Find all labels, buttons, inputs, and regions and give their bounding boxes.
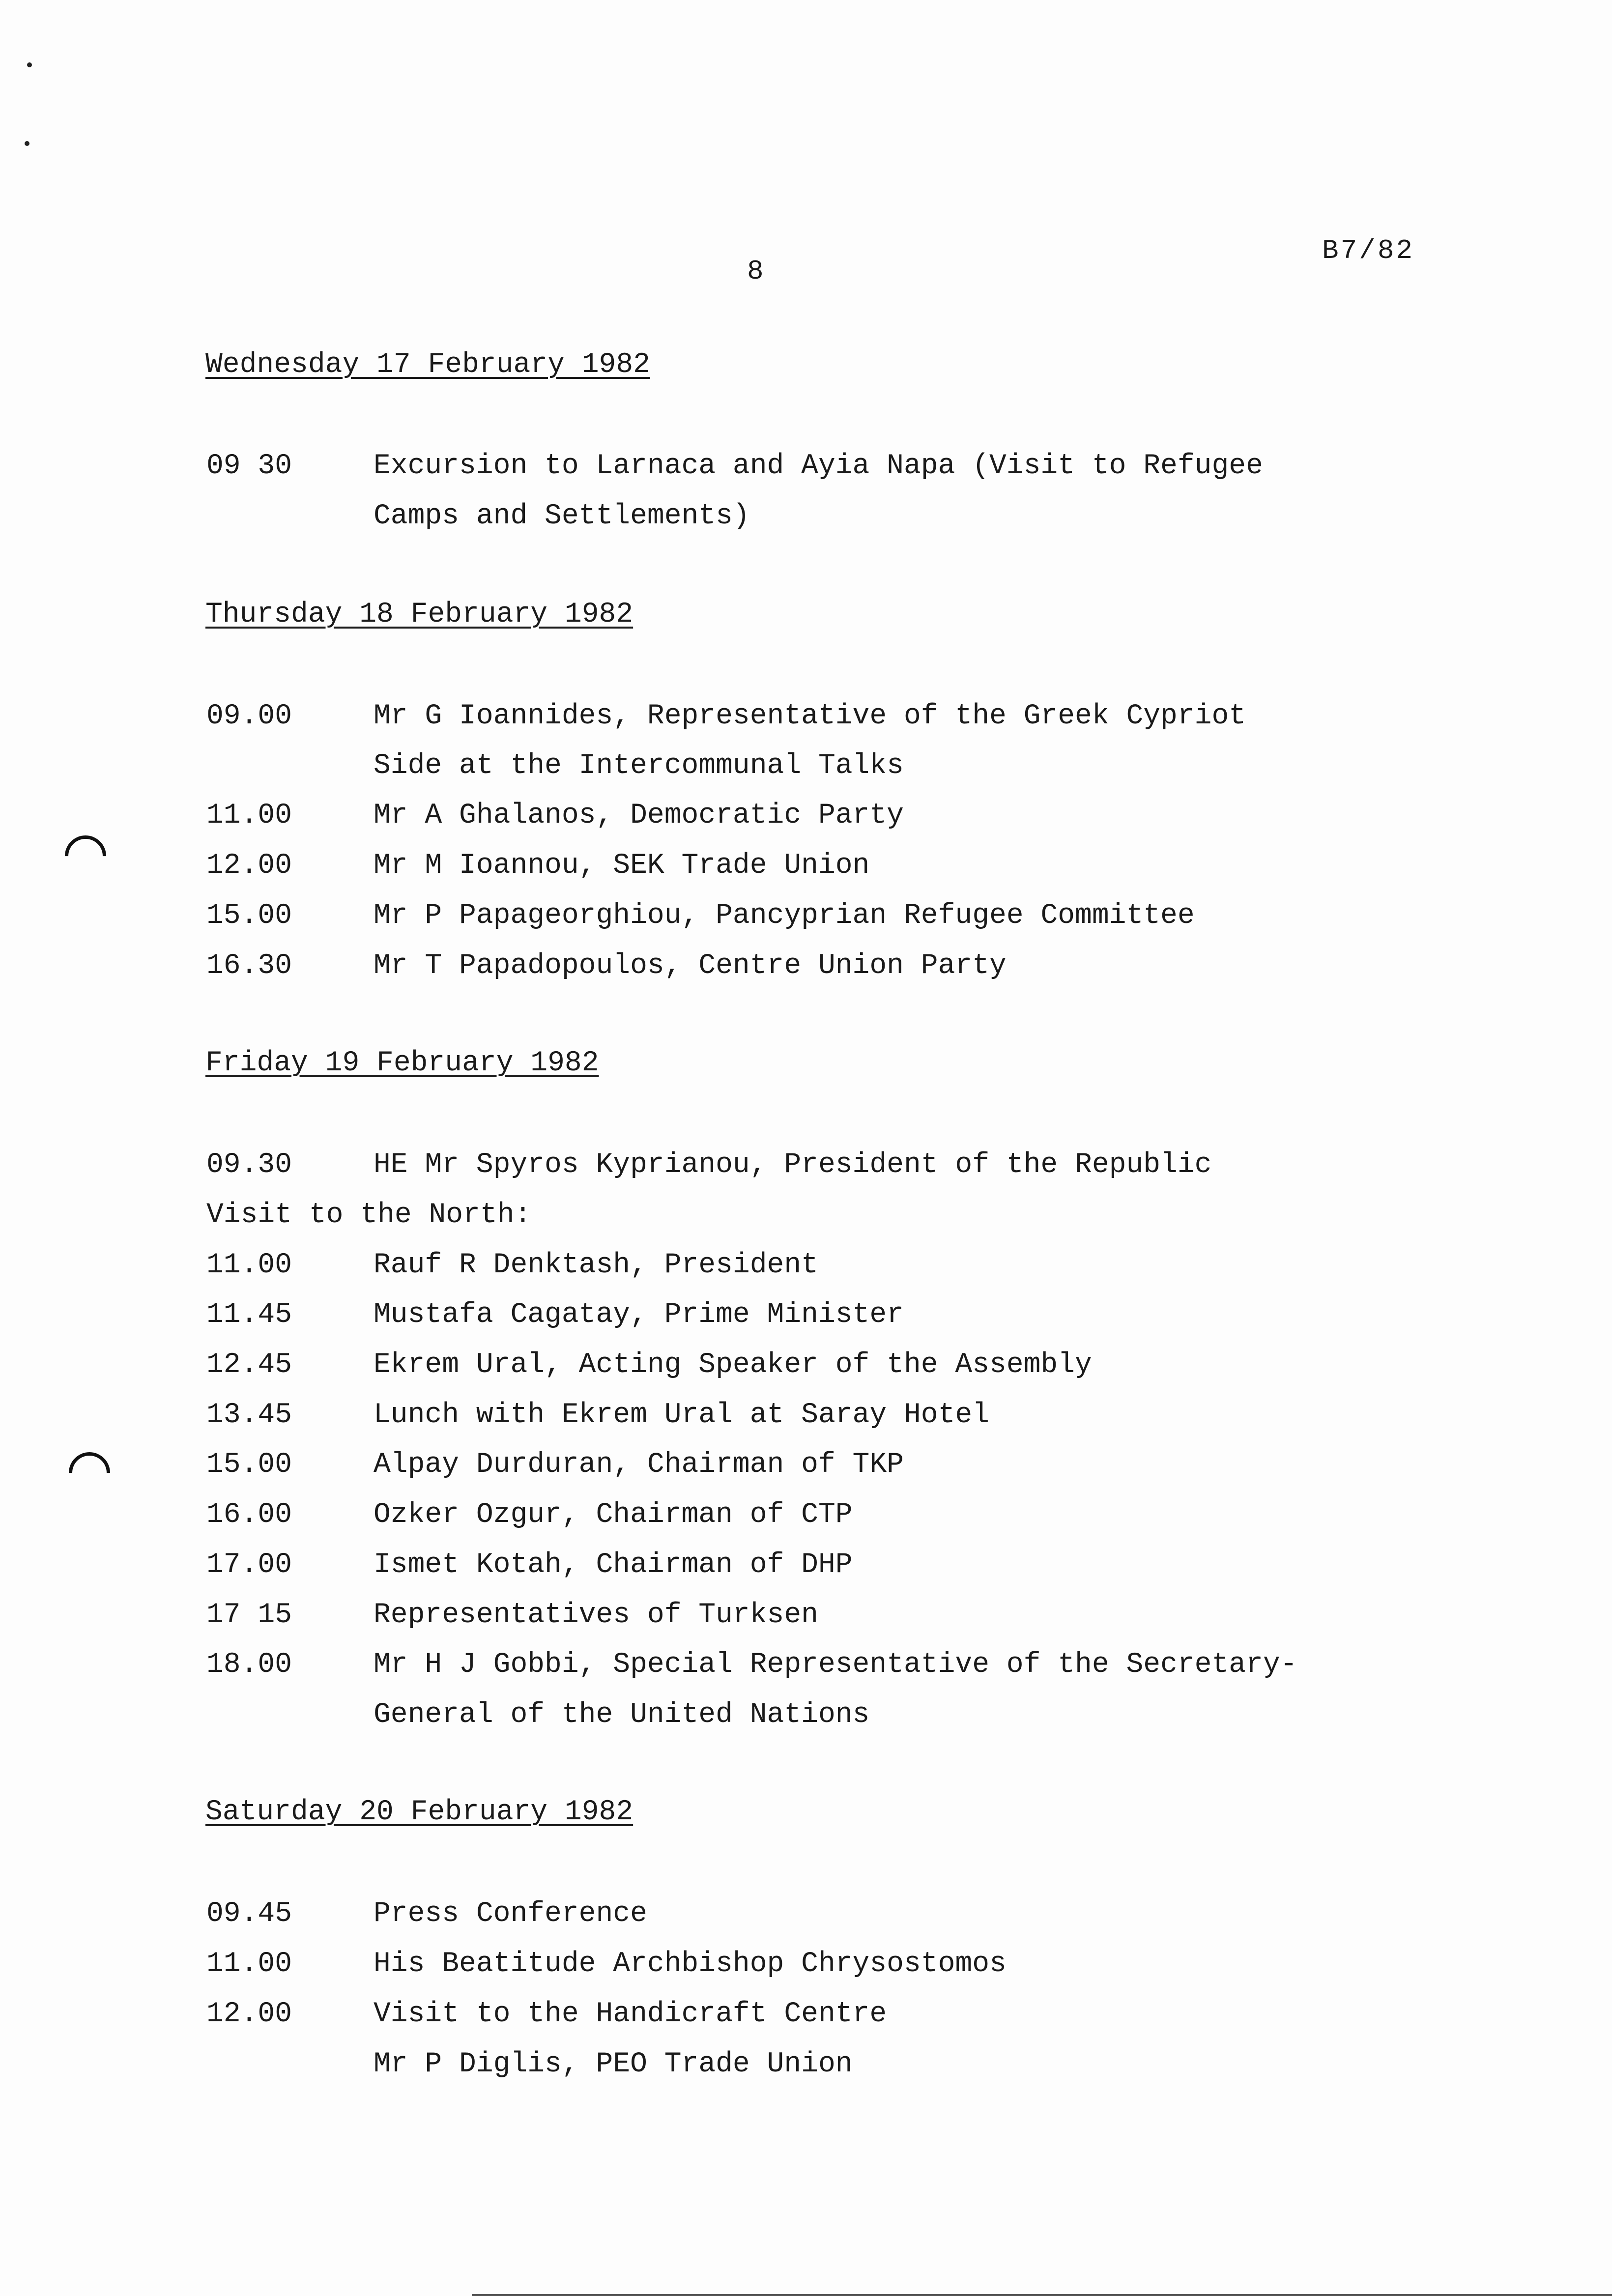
entry-time: 16.00 xyxy=(206,1499,292,1531)
entry-time: 13.45 xyxy=(206,1399,292,1431)
punch-hole-mark xyxy=(57,827,115,886)
entry-time: 15.00 xyxy=(206,1449,292,1481)
entry-time: 09 30 xyxy=(206,450,292,482)
entry-text: Rauf R Denktash, President xyxy=(374,1249,818,1281)
entry-text: Representatives of Turksen xyxy=(374,1599,818,1631)
entry-time: 17 15 xyxy=(206,1599,292,1631)
entry-time: 16.30 xyxy=(206,950,292,982)
section-heading-friday: Friday 19 February 1982 xyxy=(205,1047,599,1079)
entry-text: Camps and Settlements) xyxy=(374,500,750,532)
entry-time: 09.30 xyxy=(206,1149,292,1181)
entry-time: 11.00 xyxy=(206,1948,292,1980)
section-heading-thursday: Thursday 18 February 1982 xyxy=(205,599,633,631)
entry-text: Mr P Papageorghiou, Pancyprian Refugee Committee xyxy=(374,900,1195,932)
bottom-edge-line xyxy=(472,2294,1612,2296)
entry-time: 09.00 xyxy=(206,700,292,732)
entry-text: Press Conference xyxy=(374,1898,647,1930)
entry-text: General of the United Nations xyxy=(374,1699,870,1731)
entry-text: Mustafa Cagatay, Prime Minister xyxy=(374,1299,904,1331)
page-number: 8 xyxy=(747,256,764,287)
punch-hole-mark xyxy=(60,1444,119,1502)
entry-time: 09.45 xyxy=(206,1898,292,1930)
entry-time: 12.00 xyxy=(206,1998,292,2030)
entry-text: His Beatitude Archbishop Chrysostomos xyxy=(374,1948,1007,1980)
entry-time: 11.45 xyxy=(206,1299,292,1331)
document-reference: B7/82 xyxy=(1322,235,1415,266)
entry-text: Mr T Papadopoulos, Centre Union Party xyxy=(374,950,1007,982)
section-heading-saturday: Saturday 20 February 1982 xyxy=(205,1796,633,1828)
entry-text: Mr G Ioannides, Representative of the Greek Cypriot xyxy=(374,700,1246,732)
entry-text: Mr P Diglis, PEO Trade Union xyxy=(374,2048,853,2080)
entry-text: Alpay Durduran, Chairman of TKP xyxy=(374,1449,904,1481)
entry-time: 12.00 xyxy=(206,850,292,882)
entry-time: 11.00 xyxy=(206,800,292,832)
entry-time: 15.00 xyxy=(206,900,292,932)
entry-text: Side at the Intercommunal Talks xyxy=(374,750,904,782)
entry-text: HE Mr Spyros Kyprianou, President of the Republic xyxy=(374,1149,1212,1181)
entry-text: Visit to the Handicraft Centre xyxy=(374,1998,887,2030)
entry-time: 17.00 xyxy=(206,1549,292,1581)
entry-text: Ismet Kotah, Chairman of DHP xyxy=(374,1549,853,1581)
speck-mark xyxy=(25,141,29,146)
section-heading-wednesday: Wednesday 17 February 1982 xyxy=(205,349,650,381)
entry-text: Mr H J Gobbi, Special Representative of the Secretary- xyxy=(374,1649,1297,1681)
entry-time: 12.45 xyxy=(206,1349,292,1381)
speck-mark xyxy=(27,62,32,67)
entry-text: Mr A Ghalanos, Democratic Party xyxy=(374,800,904,832)
entry-text: Ekrem Ural, Acting Speaker of the Assembly xyxy=(374,1349,1092,1381)
entry-note: Visit to the North: xyxy=(206,1199,532,1231)
entry-time: 11.00 xyxy=(206,1249,292,1281)
entry-text: Excursion to Larnaca and Ayia Napa (Visit to Refugee xyxy=(374,450,1263,482)
entry-text: Ozker Ozgur, Chairman of CTP xyxy=(374,1499,853,1531)
entry-time: 18.00 xyxy=(206,1649,292,1681)
entry-text: Lunch with Ekrem Ural at Saray Hotel xyxy=(374,1399,990,1431)
entry-text: Mr M Ioannou, SEK Trade Union xyxy=(374,850,870,882)
